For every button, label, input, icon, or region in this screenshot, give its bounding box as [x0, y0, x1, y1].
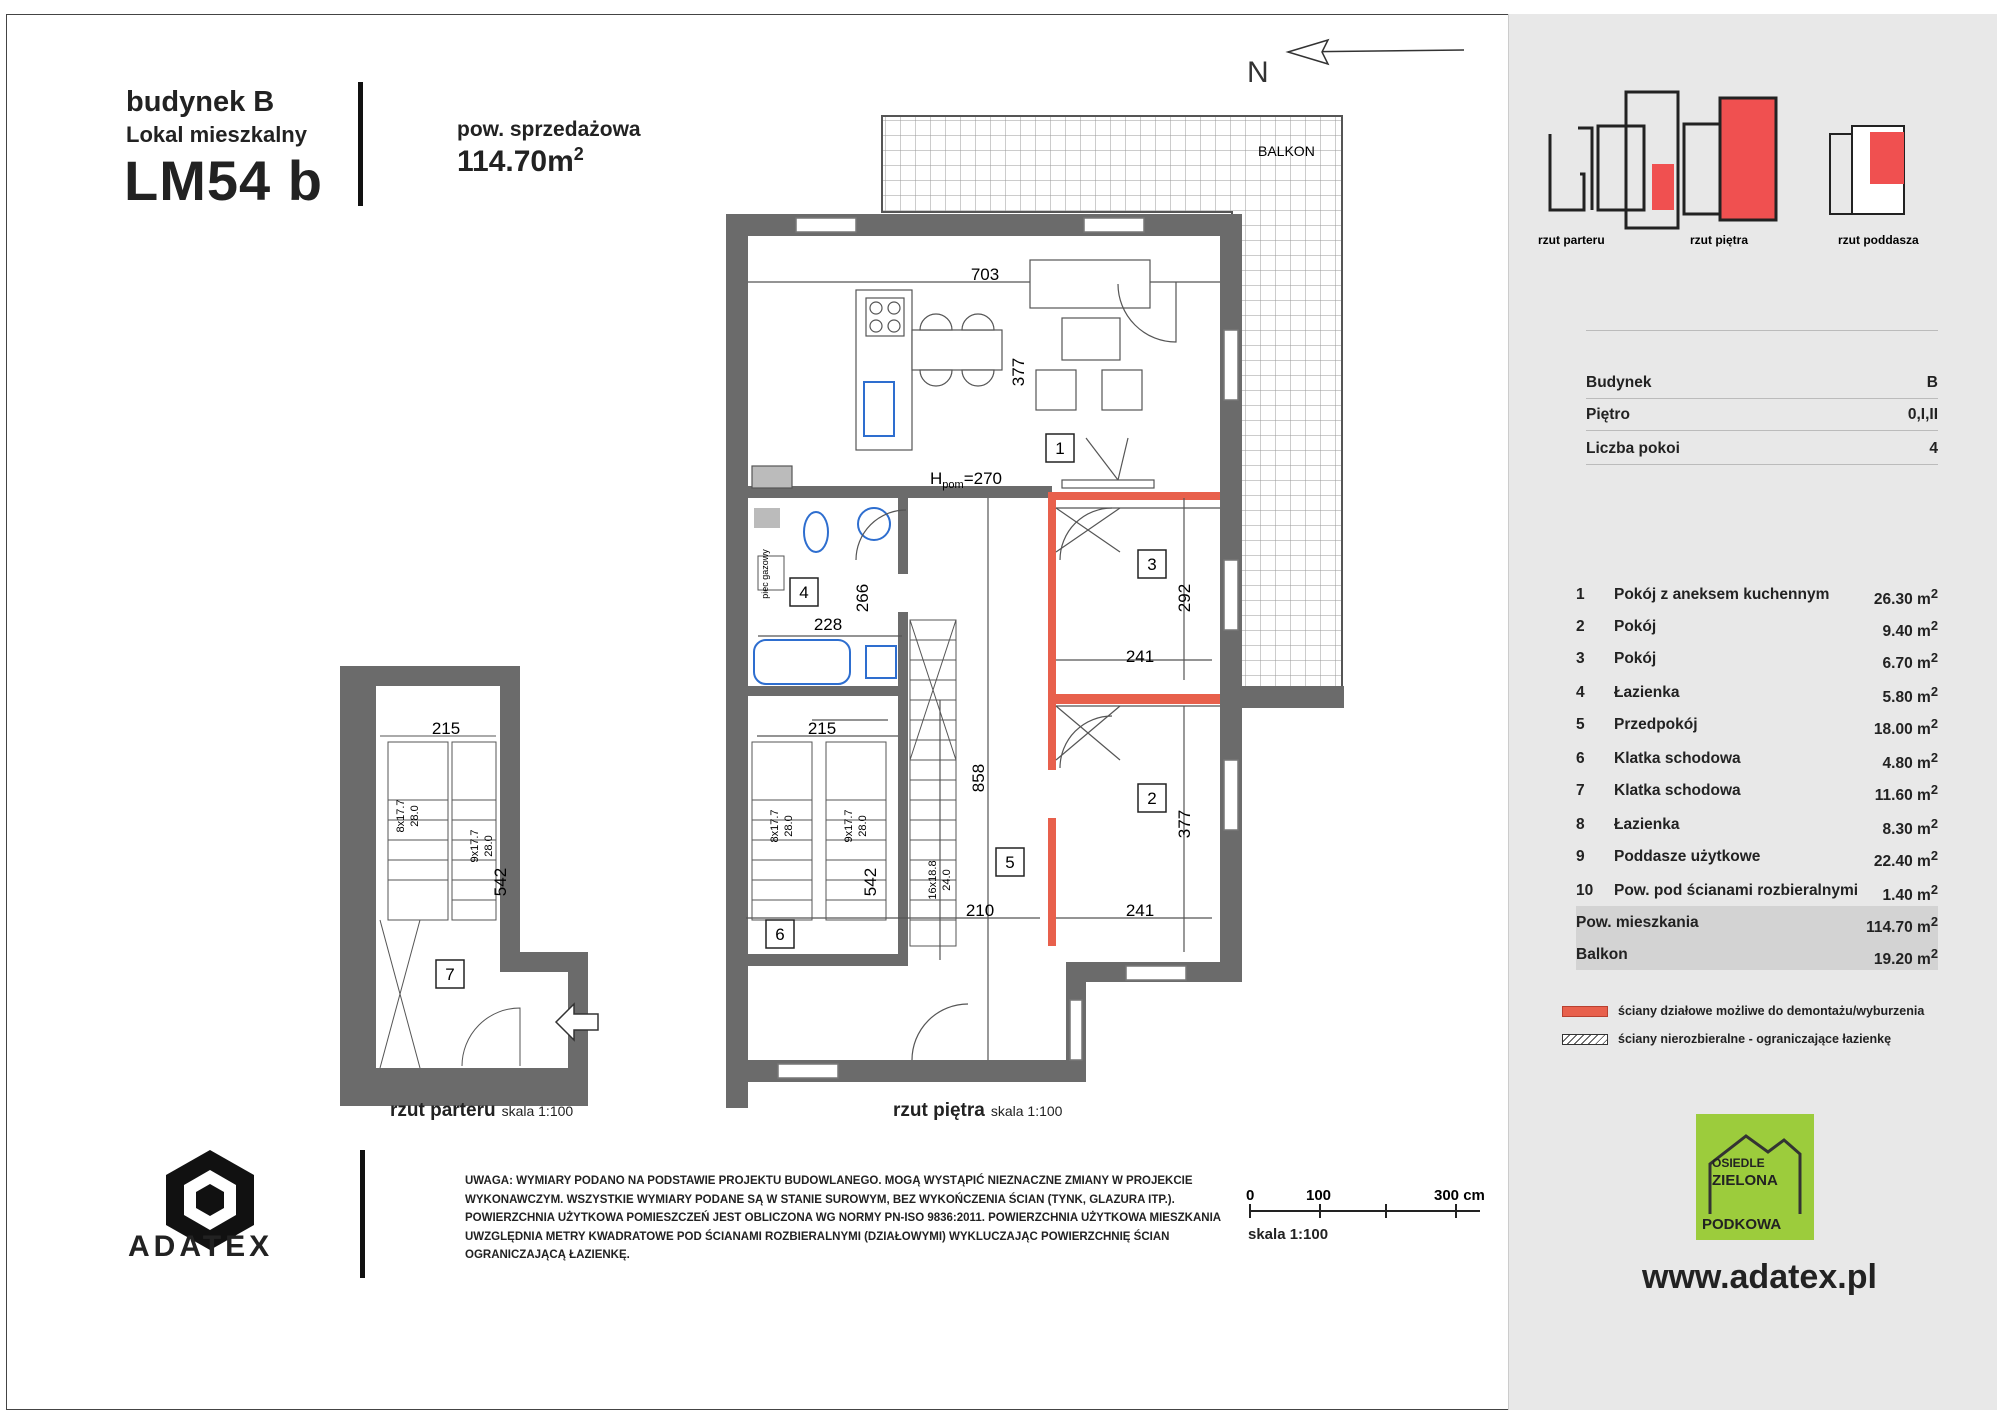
dim-858: 858: [969, 763, 988, 793]
room-row: 7 Klatka schodowa 11.60 $m^2$: [1576, 782, 1938, 805]
dim-241b: 241: [1125, 901, 1155, 920]
info-row-floor: Piętro 0,I,II: [1586, 398, 1938, 431]
stair-label-3b: 28.0: [783, 815, 795, 837]
north-arrow: [1247, 40, 1464, 89]
scale-tick-0: 0: [1246, 1187, 1255, 1204]
room-number-1: 1: [1055, 439, 1065, 458]
room-number-4: 4: [799, 583, 809, 602]
footer-divider: [360, 1150, 365, 1278]
dim-703: 703: [970, 265, 1000, 284]
thumb-upper: [1684, 98, 1776, 220]
room-row: 2 Pokój 9.40 $m^2$: [1576, 618, 1938, 641]
room-row: 10 Pow. pod ścianami rozbieralnymi 1.40 $m^2$: [1576, 882, 1938, 905]
room-number-3: 3: [1147, 555, 1157, 574]
dim-377b: 377: [1175, 809, 1194, 839]
dim-542a: 542: [491, 867, 510, 897]
room-row: 1 Pokój z aneksem kuchennym 26.30 $m^2$: [1576, 586, 1938, 609]
brand-line-1: OSIEDLE: [1712, 1156, 1765, 1170]
room-row: 8 Łazienka 8.30 $m^2$: [1576, 816, 1938, 839]
removable-walls: [1048, 492, 1220, 946]
kitchen-furniture: [752, 260, 1154, 488]
thumb-label-ground: rzut parteru: [1538, 233, 1605, 247]
stair-label-1: 8x17.7: [395, 799, 407, 833]
stair-label-3: 8x17.7: [769, 809, 781, 843]
caption-upper-floor: rzut piętra skala 1:100: [893, 1100, 1063, 1121]
dim-266: 266: [853, 583, 872, 613]
legend-swatch-red: [1562, 1006, 1608, 1017]
boiler-block: [754, 508, 780, 528]
ground-walls: [340, 666, 588, 1106]
website-link[interactable]: www.adatex.pl: [1642, 1258, 1877, 1296]
sales-area-label: pow. sprzedażowa: [457, 118, 641, 141]
room-number-boxes: [436, 434, 1166, 988]
total-area-row: Pow. mieszkania 114.70 $m^2$: [1576, 906, 1938, 938]
bathroom-fixtures: [754, 508, 896, 684]
thumb-label-attic: rzut poddasza: [1838, 233, 1919, 247]
room-number-2: 2: [1147, 789, 1157, 808]
stairs-ground: [380, 736, 520, 1068]
brand-line-3: PODKOWA: [1702, 1216, 1782, 1233]
balcony: [882, 116, 1344, 708]
stair-label-5: 16x18.8: [927, 860, 939, 900]
stair-label-1b: 28.0: [409, 805, 421, 827]
balcony-label: BALKON: [1258, 143, 1315, 159]
adatex-logo-text: ADATEX: [128, 1230, 274, 1263]
room-number-5: 5: [1005, 853, 1015, 872]
stair-label-4b: 28.0: [857, 815, 869, 837]
info-row-building: Budynek B: [1586, 366, 1938, 399]
unit-type-label: Lokal mieszkalny: [126, 122, 307, 147]
caption-ground-floor: rzut parteru skala 1:100: [390, 1100, 574, 1121]
stair-label-5b: 24.0: [941, 869, 953, 891]
stair-label-4: 9x17.7: [843, 809, 855, 843]
boiler-label: piec gazowy: [760, 549, 770, 599]
dim-215b: 215: [807, 719, 837, 738]
dim-hpom: $H_{pom}=270$: [930, 469, 1002, 491]
brand-line-2: ZIELONA: [1712, 1172, 1778, 1189]
dim-215a: 215: [431, 719, 461, 738]
thumb-ground: [1550, 92, 1678, 228]
unit-code: LM54 b: [124, 149, 323, 212]
thumb-attic: [1830, 126, 1904, 214]
scale-tick-100: 100: [1306, 1187, 1332, 1204]
north-label: N: [1247, 56, 1269, 89]
tv-unit: [1086, 438, 1128, 480]
dim-241a: 241: [1125, 647, 1155, 666]
scale-tick-300: 300 cm: [1434, 1187, 1485, 1204]
dim-542b: 542: [861, 867, 880, 897]
floor-thumbnails: [1508, 14, 1996, 264]
room-number-6: 6: [775, 925, 785, 944]
dim-228: 228: [813, 615, 843, 634]
room-row: 6 Klatka schodowa 4.80 $m^2$: [1576, 750, 1938, 773]
room-number-7: 7: [445, 965, 455, 984]
thumb-label-upper: rzut piętra: [1690, 233, 1749, 247]
dim-210: 210: [965, 901, 995, 920]
dim-377a: 377: [1009, 357, 1028, 387]
stair-label-2: 9x17.7: [469, 829, 481, 863]
floor-plan-sheet: budynek B Lokal mieszkalny LM54 b pow. sprzedażowa $114.70m^2$ N BALKON 1 2 3 4 5 6 7 703 377 $H_{pom}=270$ 292 241 241 377 228 266 858 210 215 215 542 542 8x17.7 28.0 9x17.7 28.0 8x17.7 28.0 9x17.7 28.0 16x18.8 24.0 piec gazowy 0 100 300 cm rzut parteru skala 1:100 rzut piętra skala 1:100 ADATEX UWAGA: WYMIARY PODANO NA PODSTAWIE PROJEKTU BUDOWLANEGO. MOGĄ WYSTĄPIĆ NIEZNACZNE ZMIANY W PROJEKCIE WYKONAWCZYM. WSZYSTKIE WYMIARY PODANE SĄ W STANIE SUROWYM, BEZ WYKOŃCZENIA ŚCIAN (TYNK, GLAZURA ITP.). POWIERZCHNIA UŻYTKOWA POMIESZCZEŃ JEST OBLICZONA WG NORMY PN-ISO 9836:2011. POWIERZCHNIA UŻYTKOWA MIESZKANIA UWZGLĘDNIA METRY KWADRATOWE POD ŚCIANAMI ROZBIERALNYMI (DZIAŁOWYMI) WYKLUCZAJĄC POWIERZCHNIĘ ŚCIAN OGRANICZAJĄCĄ ŁAZIENKĘ. skala 1:100 rzut parteru rzut piętra rzut poddasza Budynek B Piętro 0,I,II Liczba pokoi 4 1 Pokój z aneksem kuchennym 26.30 $m^2$ 2 Pokój 9.40 $m^2$ 3 Pokój 6.70 $m^2$ 4 Łazienka 5.80 $m^2$ 5 Przedpokój 18.00 $m^2$ 6 Klatka schodowa 4.80 $m^2$ 7 Klatka schodowa 11.60 $m^2$ 8 Łazienka 8.30 $m^2$ 9 Poddasze użytkowe 22.40 $m^2$ 10 Pow. pod ścianami rozbieralnymi 1.40 $m^2$ Pow. mieszkania 114.70 $m^2$ Balkon 19.20 $m^2$ ściany działowe możliwe do demontażu/wyburzenia ściany nierozbieralne - ograniczające łazienkę OSIEDLE ZIELONA PODKOWA www.adatex.pl: [0, 0, 2000, 1414]
balcony-area-row: Balkon 19.20 $m^2$: [1576, 938, 1938, 970]
info-row-rooms: Liczba pokoi 4: [1586, 432, 1938, 465]
building-label: budynek B: [126, 86, 275, 118]
disclaimer-note: UWAGA: WYMIARY PODANO NA PODSTAWIE PROJEKTU BUDOWLANEGO. MOGĄ WYSTĄPIĆ NIEZNACZNE ZMIANY W PROJEKCIE WYKONAWCZYM. WSZYSTKIE WYMIARY PODANE SĄ W STANIE SUROWYM, BEZ WYKOŃCZENIA ŚCIAN (TYNK, GLAZURA ITP.). POWIERZCHNIA UŻYTKOWA POMIESZCZEŃ JEST OBLICZONA WG NORMY PN-ISO 9836:2011. POWIERZCHNIA UŻYTKOWA MIESZKANIA UWZGLĘDNIA METRY KWADRATOWE POD ŚCIANAMI ROZBIERALNYMI (DZIAŁOWYMI) WYKLUCZAJĄC POWIERZCHNIĘ ŚCIAN OGRANICZAJĄCĄ ŁAZIENKĘ.: [465, 1175, 1221, 1261]
dim-292: 292: [1175, 583, 1194, 613]
sales-area-value: $114.70m^2$: [457, 144, 584, 178]
legend-swatch-hatched: [1562, 1034, 1608, 1045]
room-row: 4 Łazienka 5.80 $m^2$: [1576, 684, 1938, 707]
room-row: 5 Przedpokój 18.00 $m^2$: [1576, 716, 1938, 739]
scale-caption: skala 1:100: [1248, 1226, 1329, 1243]
room-row: 3 Pokój 6.70 $m^2$: [1576, 650, 1938, 673]
scale-bar: [1246, 1187, 1485, 1218]
osiedle-logo: [1696, 1114, 1814, 1240]
room-row: 9 Poddasze użytkowe 22.40 $m^2$: [1576, 848, 1938, 871]
stair-label-2b: 28.0: [483, 835, 495, 857]
